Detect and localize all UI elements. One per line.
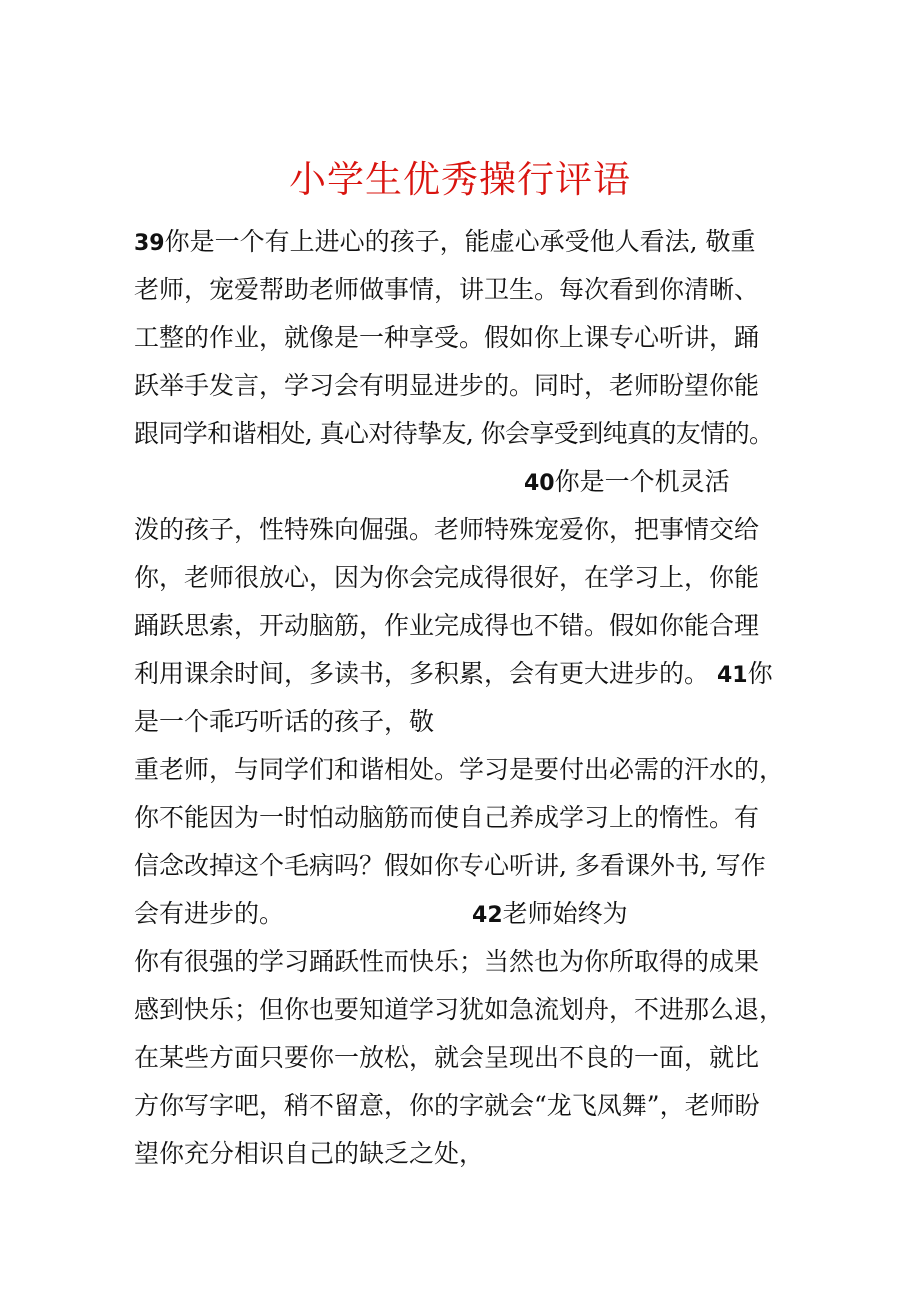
text-line: 在某些方面只要你一放松，就会呈现出不良的一面，就比 [134, 1043, 760, 1072]
text-line: 工整的作业，就像是一种享受。假如你上课专心听讲，踊 [134, 323, 760, 352]
text-line: 老师，宠爱帮助老师做事情，讲卫生。每次看到你清晰、 [134, 275, 760, 304]
document-body [134, 218, 824, 1178]
line-text: 老师始终为 [502, 899, 628, 928]
line-text: 会有进步的。 [134, 899, 285, 928]
comment-number: 39 [134, 231, 165, 256]
text-line: 重老师，与同学们和谐相处。学习是要付出必需的汗水的， [134, 755, 785, 784]
text-line [134, 890, 824, 938]
line-text: 你是一个有上进心的孩子，能虚心承受他人看法, 敬重 [164, 227, 756, 256]
text-line: 望你充分相识自己的缺乏之处， [134, 1139, 485, 1168]
text-line: 泼的孩子，性特殊向倔强。老师特殊宠爱你，把事情交给 [134, 515, 760, 544]
text-line: 跃举手发言，学习会有明显进步的。同时，老师盼望你能 [134, 371, 760, 400]
document-title: 小学生优秀操行评语 [289, 158, 631, 201]
line-text: 你是一个机灵活 [554, 467, 730, 496]
text-line: 跟同学和谐相处, 真心对待挚友, 你会享受到纯真的友情的。 [134, 419, 774, 448]
text-line [134, 458, 824, 506]
comment-number: 40 [524, 471, 555, 496]
text-line: 你有很强的学习踊跃性而快乐；当然也为你所取得的成果 [134, 947, 760, 976]
text-line: 你，老师很放心，因为你会完成得很好，在学习上，你能 [134, 563, 760, 592]
text-line [134, 650, 824, 698]
comment-number: 42 [472, 903, 503, 928]
text-line: 是一个乖巧听话的孩子，敬 [134, 707, 435, 736]
text-line [134, 218, 824, 266]
line-text: 你 [747, 659, 773, 688]
text-line: 方你写字吧，稍不留意，你的字就会“龙飞凤舞”，老师盼 [134, 1091, 760, 1120]
line-text: 利用课余时间，多读书，多积累，会有更大进步的。 [134, 659, 710, 688]
text-line: 感到快乐；但你也要知道学习犹如急流划舟，不进那么退， [134, 995, 785, 1024]
text-line: 踊跃思索，开动脑筋，作业完成得也不错。假如你能合理 [134, 611, 760, 640]
text-line: 信念改掉这个毛病吗？假如你专心听讲, 多看课外书, 写作 [134, 851, 766, 880]
text-line: 你不能因为一时怕动脑筋而使自己养成学习上的惰性。有 [134, 803, 760, 832]
comment-number: 41 [716, 663, 748, 688]
